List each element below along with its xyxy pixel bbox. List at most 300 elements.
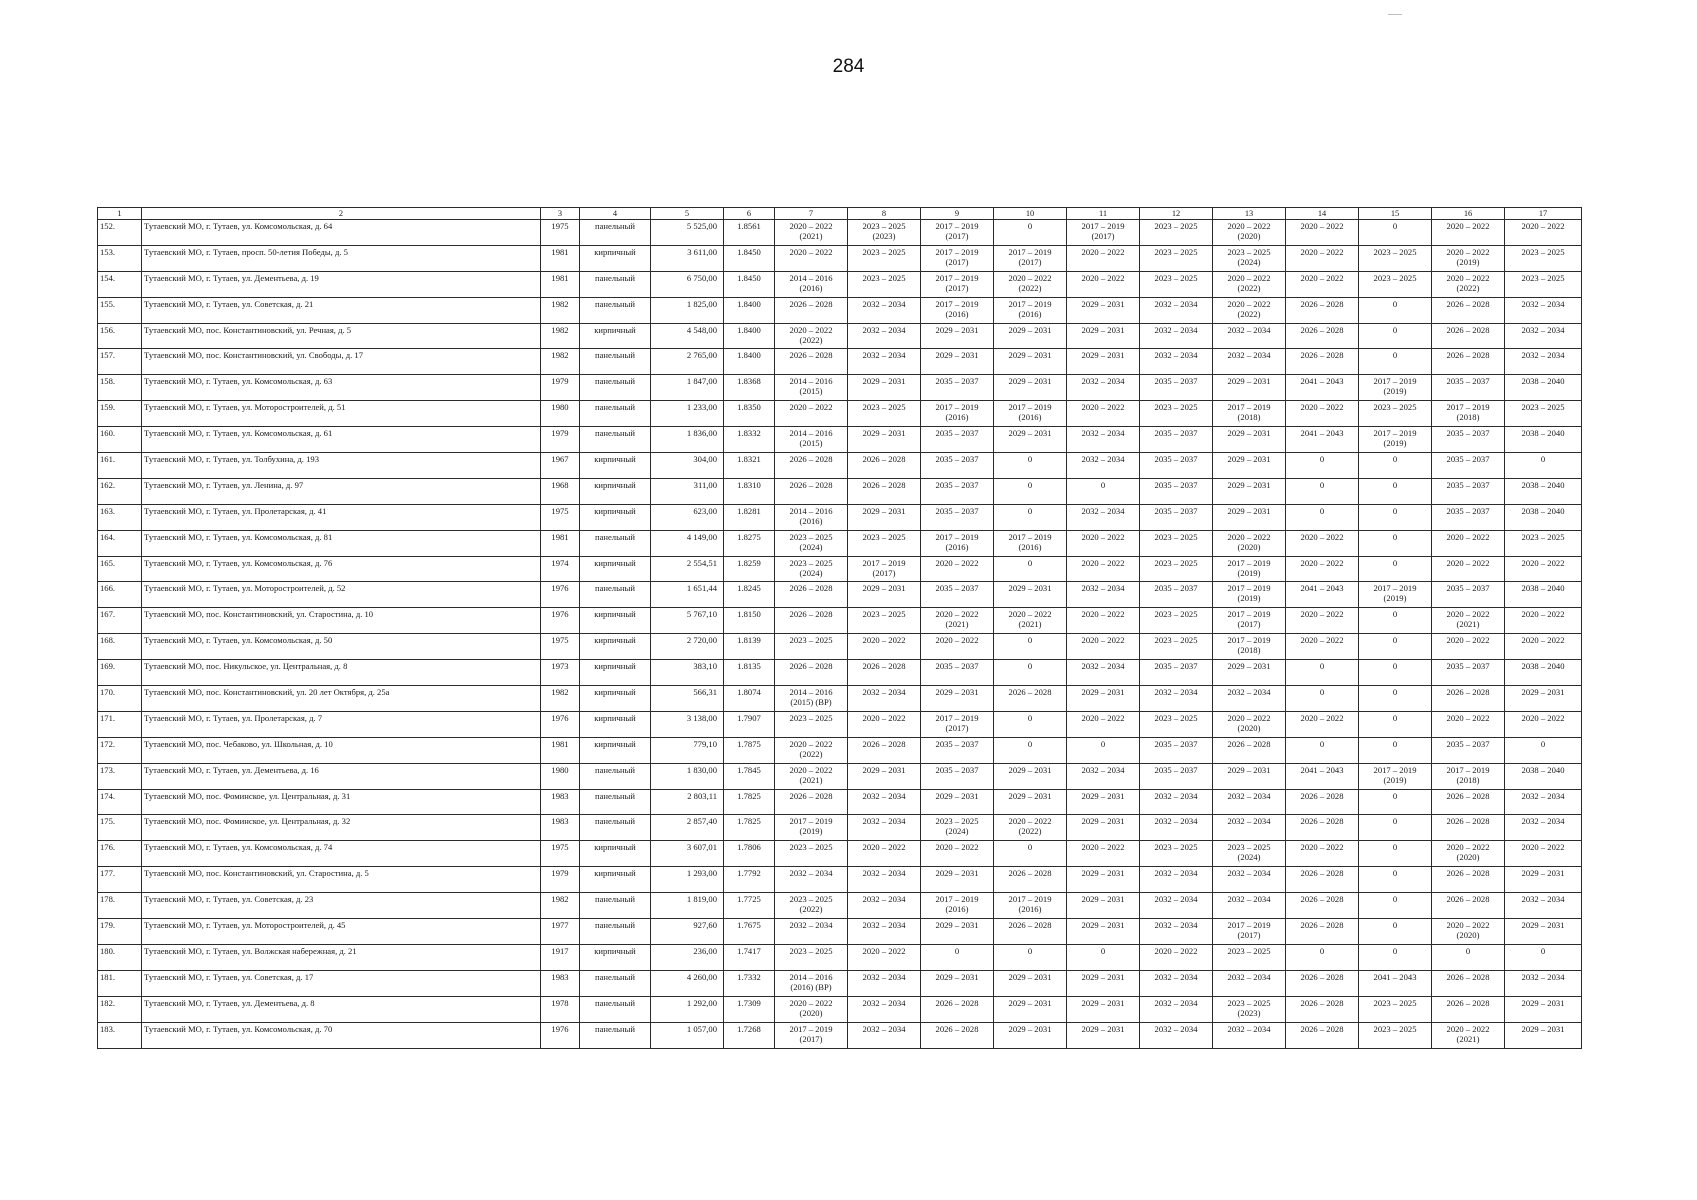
table-cell-col-6: 1.7825 [724, 789, 775, 815]
table-cell-col-3: 1975 [541, 504, 580, 530]
table-cell-col-2: Тутаевский МО, г. Тутаев, просп. 50-летия Победы, д. 5 [142, 245, 541, 271]
table-cell-col-5: 4 260,00 [651, 970, 724, 996]
table-cell-col-1: 179. [98, 919, 142, 945]
table-cell-col-10: 2017 – 2019 (2016) [994, 530, 1067, 556]
table-cell-col-12: 2023 – 2025 [1140, 711, 1213, 737]
table-cell-col-4: кирпичный [580, 660, 651, 686]
table-cell-col-4: кирпичный [580, 737, 651, 763]
table-cell-col-11: 2029 – 2031 [1067, 686, 1140, 712]
table-cell-col-17: 2038 – 2040 [1505, 478, 1582, 504]
table-cell-col-15: 0 [1359, 478, 1432, 504]
table-cell-col-7: 2014 – 2016 (2016) (ВР) [775, 970, 848, 996]
table-cell-col-16: 2020 – 2022 [1432, 530, 1505, 556]
table-cell-col-7: 2020 – 2022 (2020) [775, 996, 848, 1022]
table-cell-col-16: 2026 – 2028 [1432, 867, 1505, 893]
table-cell-col-2: Тутаевский МО, пос. Никульское, ул. Центральная, д. 8 [142, 660, 541, 686]
table-cell-col-3: 1982 [541, 297, 580, 323]
table-cell-col-1: 181. [98, 970, 142, 996]
table-cell-col-17: 2029 – 2031 [1505, 996, 1582, 1022]
table-cell-col-8: 2026 – 2028 [848, 737, 921, 763]
table-cell-col-17: 2023 – 2025 [1505, 530, 1582, 556]
table-cell-col-11: 2020 – 2022 [1067, 245, 1140, 271]
table-cell-col-1: 178. [98, 893, 142, 919]
table-cell-col-15: 0 [1359, 323, 1432, 349]
table-cell-col-9: 2017 – 2019 (2016) [921, 297, 994, 323]
table-cell-col-1: 156. [98, 323, 142, 349]
table-cell-col-17: 2038 – 2040 [1505, 375, 1582, 401]
table-cell-col-14: 2026 – 2028 [1286, 789, 1359, 815]
table-cell-col-4: панельный [580, 970, 651, 996]
table-cell-col-3: 1973 [541, 660, 580, 686]
table-cell-col-16: 2035 – 2037 [1432, 737, 1505, 763]
table-row [98, 660, 1582, 686]
table-cell-col-16: 2035 – 2037 [1432, 504, 1505, 530]
table-cell-col-14: 2041 – 2043 [1286, 582, 1359, 608]
table-cell-col-5: 6 750,00 [651, 271, 724, 297]
table-cell-col-3: 1917 [541, 944, 580, 970]
table-cell-col-2: Тутаевский МО, пос. Константиновский, ул. Свободы, д. 17 [142, 349, 541, 375]
table-cell-col-12: 2035 – 2037 [1140, 763, 1213, 789]
table-cell-col-12: 2032 – 2034 [1140, 867, 1213, 893]
table-cell-col-7: 2023 – 2025 [775, 711, 848, 737]
table-cell-col-8: 2032 – 2034 [848, 1022, 921, 1048]
table-cell-col-17: 2023 – 2025 [1505, 245, 1582, 271]
table-cell-col-13: 2017 – 2019 (2017) [1213, 919, 1286, 945]
table-cell-col-9: 2017 – 2019 (2016) [921, 530, 994, 556]
table-cell-col-10: 2026 – 2028 [994, 686, 1067, 712]
table-cell-col-1: 161. [98, 453, 142, 479]
table-cell-col-16: 2035 – 2037 [1432, 427, 1505, 453]
table-cell-col-12: 2032 – 2034 [1140, 686, 1213, 712]
table-cell-col-2: Тутаевский МО, г. Тутаев, ул. Комсомольская, д. 63 [142, 375, 541, 401]
table-cell-col-4: панельный [580, 919, 651, 945]
table-cell-col-8: 2023 – 2025 (2023) [848, 220, 921, 246]
table-cell-col-16: 2026 – 2028 [1432, 893, 1505, 919]
table-cell-col-7: 2014 – 2016 (2015) (ВР) [775, 686, 848, 712]
table-cell-col-7: 2026 – 2028 [775, 789, 848, 815]
table-cell-col-17: 2032 – 2034 [1505, 323, 1582, 349]
table-cell-col-17: 2038 – 2040 [1505, 763, 1582, 789]
table-cell-col-3: 1976 [541, 711, 580, 737]
table-cell-col-4: панельный [580, 271, 651, 297]
table-cell-col-7: 2023 – 2025 [775, 841, 848, 867]
table-cell-col-10: 2020 – 2022 (2022) [994, 271, 1067, 297]
table-cell-col-4: панельный [580, 789, 651, 815]
table-cell-col-3: 1981 [541, 271, 580, 297]
table-cell-col-11: 2020 – 2022 [1067, 271, 1140, 297]
table-cell-col-5: 2 554,51 [651, 556, 724, 582]
table-cell-col-10: 2026 – 2028 [994, 867, 1067, 893]
table-cell-col-7: 2026 – 2028 [775, 349, 848, 375]
table-cell-col-10: 0 [994, 504, 1067, 530]
table-row [98, 453, 1582, 479]
table-cell-col-6: 1.7417 [724, 944, 775, 970]
table-cell-col-17: 2032 – 2034 [1505, 970, 1582, 996]
table-cell-col-9: 2029 – 2031 [921, 349, 994, 375]
table-cell-col-3: 1981 [541, 737, 580, 763]
table-cell-col-8: 2032 – 2034 [848, 297, 921, 323]
table-cell-col-9: 2029 – 2031 [921, 323, 994, 349]
table-cell-col-13: 2020 – 2022 (2022) [1213, 297, 1286, 323]
table-cell-col-10: 0 [994, 478, 1067, 504]
table-cell-col-1: 163. [98, 504, 142, 530]
table-cell-col-9: 2035 – 2037 [921, 478, 994, 504]
table-cell-col-17: 2032 – 2034 [1505, 789, 1582, 815]
table-cell-col-12: 2032 – 2034 [1140, 919, 1213, 945]
table-cell-col-3: 1979 [541, 867, 580, 893]
table-cell-col-15: 0 [1359, 893, 1432, 919]
table-cell-col-3: 1979 [541, 427, 580, 453]
table-cell-col-2: Тутаевский МО, пос. Константиновский, ул. 20 лет Октября, д. 25а [142, 686, 541, 712]
table-row [98, 427, 1582, 453]
table-cell-col-12: 2035 – 2037 [1140, 582, 1213, 608]
table-cell-col-13: 2017 – 2019 (2018) [1213, 634, 1286, 660]
table-cell-col-13: 2032 – 2034 [1213, 970, 1286, 996]
column-header-3: 3 [541, 208, 580, 220]
table-cell-col-4: кирпичный [580, 686, 651, 712]
table-cell-col-10: 0 [994, 220, 1067, 246]
table-cell-col-2: Тутаевский МО, пос. Фоминское, ул. Центральная, д. 31 [142, 789, 541, 815]
table-cell-col-1: 168. [98, 634, 142, 660]
table-cell-col-9: 2017 – 2019 (2016) [921, 893, 994, 919]
table-cell-col-16: 2020 – 2022 [1432, 556, 1505, 582]
table-cell-col-1: 180. [98, 944, 142, 970]
table-cell-col-8: 2020 – 2022 [848, 841, 921, 867]
table-cell-col-5: 3 607,01 [651, 841, 724, 867]
table-cell-col-4: кирпичный [580, 556, 651, 582]
table-cell-col-17: 2032 – 2034 [1505, 893, 1582, 919]
table-cell-col-11: 2029 – 2031 [1067, 323, 1140, 349]
table-cell-col-15: 0 [1359, 556, 1432, 582]
table-cell-col-13: 2029 – 2031 [1213, 427, 1286, 453]
table-cell-col-12: 2023 – 2025 [1140, 634, 1213, 660]
table-cell-col-3: 1978 [541, 996, 580, 1022]
table-cell-col-4: панельный [580, 220, 651, 246]
table-cell-col-17: 2020 – 2022 [1505, 711, 1582, 737]
table-cell-col-11: 2032 – 2034 [1067, 763, 1140, 789]
table-cell-col-2: Тутаевский МО, пос. Константиновский, ул. Старостина, д. 10 [142, 608, 541, 634]
table-cell-col-1: 174. [98, 789, 142, 815]
table-cell-col-6: 1.8321 [724, 453, 775, 479]
table-cell-col-2: Тутаевский МО, г. Тутаев, ул. Советская, д. 17 [142, 970, 541, 996]
table-cell-col-1: 177. [98, 867, 142, 893]
table-cell-col-5: 2 857,40 [651, 815, 724, 841]
table-cell-col-13: 2023 – 2025 (2023) [1213, 996, 1286, 1022]
table-cell-col-9: 2017 – 2019 (2017) [921, 271, 994, 297]
table-cell-col-3: 1976 [541, 582, 580, 608]
table-cell-col-17: 2020 – 2022 [1505, 634, 1582, 660]
table-cell-col-12: 2035 – 2037 [1140, 478, 1213, 504]
table-cell-col-9: 2026 – 2028 [921, 996, 994, 1022]
table-cell-col-11: 2029 – 2031 [1067, 789, 1140, 815]
table-cell-col-1: 152. [98, 220, 142, 246]
table-cell-col-6: 1.8561 [724, 220, 775, 246]
table-cell-col-11: 2032 – 2034 [1067, 375, 1140, 401]
table-cell-col-2: Тутаевский МО, г. Тутаев, ул. Пролетарская, д. 7 [142, 711, 541, 737]
table-cell-col-5: 4 548,00 [651, 323, 724, 349]
table-cell-col-16: 2035 – 2037 [1432, 375, 1505, 401]
column-header-13: 13 [1213, 208, 1286, 220]
table-cell-col-10: 0 [994, 660, 1067, 686]
table-cell-col-11: 2029 – 2031 [1067, 297, 1140, 323]
table-row [98, 634, 1582, 660]
table-cell-col-13: 2017 – 2019 (2018) [1213, 401, 1286, 427]
table-cell-col-7: 2014 – 2016 (2015) [775, 427, 848, 453]
table-cell-col-13: 2017 – 2019 (2017) [1213, 608, 1286, 634]
table-row [98, 737, 1582, 763]
table-cell-col-8: 2023 – 2025 [848, 245, 921, 271]
table-cell-col-11: 2020 – 2022 [1067, 556, 1140, 582]
table-cell-col-13: 2020 – 2022 (2020) [1213, 711, 1286, 737]
column-header-6: 6 [724, 208, 775, 220]
table-cell-col-13: 2023 – 2025 [1213, 944, 1286, 970]
table-cell-col-15: 2023 – 2025 [1359, 1022, 1432, 1048]
table-cell-col-8: 2032 – 2034 [848, 789, 921, 815]
table-cell-col-10: 2017 – 2019 (2016) [994, 401, 1067, 427]
table-cell-col-7: 2017 – 2019 (2017) [775, 1022, 848, 1048]
table-cell-col-11: 2020 – 2022 [1067, 530, 1140, 556]
table-cell-col-4: кирпичный [580, 944, 651, 970]
table-cell-col-1: 169. [98, 660, 142, 686]
table-cell-col-13: 2029 – 2031 [1213, 504, 1286, 530]
table-cell-col-3: 1967 [541, 453, 580, 479]
table-cell-col-8: 2026 – 2028 [848, 453, 921, 479]
table-cell-col-11: 2029 – 2031 [1067, 1022, 1140, 1048]
table-cell-col-9: 2017 – 2019 (2016) [921, 401, 994, 427]
table-cell-col-1: 183. [98, 1022, 142, 1048]
table-cell-col-4: кирпичный [580, 478, 651, 504]
table-cell-col-10: 2029 – 2031 [994, 427, 1067, 453]
column-header-8: 8 [848, 208, 921, 220]
table-cell-col-6: 1.7845 [724, 763, 775, 789]
table-cell-col-1: 172. [98, 737, 142, 763]
table-cell-col-16: 0 [1432, 944, 1505, 970]
table-cell-col-4: кирпичный [580, 841, 651, 867]
table-row [98, 686, 1582, 712]
table-row [98, 944, 1582, 970]
table-cell-col-9: 2020 – 2022 [921, 556, 994, 582]
column-header-17: 17 [1505, 208, 1582, 220]
table-cell-col-9: 2035 – 2037 [921, 660, 994, 686]
table-cell-col-16: 2020 – 2022 (2019) [1432, 245, 1505, 271]
table-cell-col-9: 2029 – 2031 [921, 789, 994, 815]
table-cell-col-3: 1983 [541, 815, 580, 841]
table-cell-col-8: 2026 – 2028 [848, 660, 921, 686]
table-cell-col-1: 166. [98, 582, 142, 608]
table-cell-col-6: 1.8259 [724, 556, 775, 582]
table-cell-col-4: кирпичный [580, 245, 651, 271]
table-cell-col-17: 2020 – 2022 [1505, 220, 1582, 246]
table-cell-col-4: панельный [580, 401, 651, 427]
column-header-9: 9 [921, 208, 994, 220]
table-cell-col-6: 1.7806 [724, 841, 775, 867]
table-cell-col-6: 1.8368 [724, 375, 775, 401]
table-cell-col-9: 2017 – 2019 (2017) [921, 245, 994, 271]
table-cell-col-14: 2026 – 2028 [1286, 349, 1359, 375]
table-cell-col-15: 0 [1359, 349, 1432, 375]
table-cell-col-13: 2032 – 2034 [1213, 815, 1286, 841]
table-cell-col-13: 2020 – 2022 (2022) [1213, 271, 1286, 297]
table-row [98, 970, 1582, 996]
table-cell-col-8: 2029 – 2031 [848, 582, 921, 608]
table-cell-col-16: 2020 – 2022 (2022) [1432, 271, 1505, 297]
table-cell-col-10: 0 [994, 711, 1067, 737]
table-cell-col-1: 167. [98, 608, 142, 634]
table-cell-col-13: 2020 – 2022 (2020) [1213, 530, 1286, 556]
table-cell-col-17: 2038 – 2040 [1505, 504, 1582, 530]
table-cell-col-12: 2032 – 2034 [1140, 323, 1213, 349]
table-cell-col-5: 1 233,00 [651, 401, 724, 427]
table-cell-col-13: 2032 – 2034 [1213, 323, 1286, 349]
table-cell-col-2: Тутаевский МО, г. Тутаев, ул. Советская, д. 23 [142, 893, 541, 919]
table-cell-col-14: 2041 – 2043 [1286, 375, 1359, 401]
table-cell-col-16: 2035 – 2037 [1432, 660, 1505, 686]
table-row [98, 478, 1582, 504]
table-cell-col-13: 2026 – 2028 [1213, 737, 1286, 763]
table-cell-col-12: 2032 – 2034 [1140, 349, 1213, 375]
table-cell-col-5: 2 803,11 [651, 789, 724, 815]
table-cell-col-7: 2020 – 2022 [775, 245, 848, 271]
table-cell-col-15: 0 [1359, 867, 1432, 893]
table-cell-col-2: Тутаевский МО, г. Тутаев, ул. Дементьева, д. 16 [142, 763, 541, 789]
column-header-11: 11 [1067, 208, 1140, 220]
table-cell-col-4: панельный [580, 1022, 651, 1048]
table-row [98, 919, 1582, 945]
table-cell-col-1: 153. [98, 245, 142, 271]
table-cell-col-11: 2020 – 2022 [1067, 401, 1140, 427]
table-cell-col-11: 2032 – 2034 [1067, 582, 1140, 608]
table-cell-col-9: 2035 – 2037 [921, 375, 994, 401]
table-cell-col-9: 2035 – 2037 [921, 737, 994, 763]
table-cell-col-8: 2032 – 2034 [848, 919, 921, 945]
table-cell-col-2: Тутаевский МО, г. Тутаев, ул. Комсомольская, д. 61 [142, 427, 541, 453]
table-cell-col-15: 0 [1359, 737, 1432, 763]
table-cell-col-2: Тутаевский МО, г. Тутаев, ул. Пролетарская, д. 41 [142, 504, 541, 530]
table-cell-col-5: 383,10 [651, 660, 724, 686]
column-header-4: 4 [580, 208, 651, 220]
column-header-1: 1 [98, 208, 142, 220]
table-cell-col-8: 2032 – 2034 [848, 893, 921, 919]
table-cell-col-8: 2029 – 2031 [848, 375, 921, 401]
table-cell-col-9: 2035 – 2037 [921, 504, 994, 530]
table-cell-col-5: 779,10 [651, 737, 724, 763]
table-cell-col-15: 0 [1359, 220, 1432, 246]
column-header-16: 16 [1432, 208, 1505, 220]
table-row [98, 789, 1582, 815]
table-cell-col-13: 2029 – 2031 [1213, 763, 1286, 789]
table-row [98, 297, 1582, 323]
table-cell-col-5: 1 830,00 [651, 763, 724, 789]
table-cell-col-5: 927,60 [651, 919, 724, 945]
table-cell-col-14: 2026 – 2028 [1286, 893, 1359, 919]
table-cell-col-5: 1 836,00 [651, 427, 724, 453]
table-cell-col-2: Тутаевский МО, пос. Чебаково, ул. Школьная, д. 10 [142, 737, 541, 763]
table-cell-col-6: 1.8350 [724, 401, 775, 427]
table-cell-col-4: кирпичный [580, 608, 651, 634]
table-cell-col-7: 2023 – 2025 (2022) [775, 893, 848, 919]
table-cell-col-5: 5 767,10 [651, 608, 724, 634]
table-cell-col-12: 2023 – 2025 [1140, 220, 1213, 246]
table-cell-col-3: 1975 [541, 220, 580, 246]
table-cell-col-15: 2017 – 2019 (2019) [1359, 582, 1432, 608]
table-row [98, 349, 1582, 375]
table-cell-col-7: 2014 – 2016 (2016) [775, 271, 848, 297]
table-cell-col-6: 1.7825 [724, 815, 775, 841]
table-cell-col-3: 1976 [541, 608, 580, 634]
table-cell-col-12: 2032 – 2034 [1140, 1022, 1213, 1048]
table-cell-col-16: 2020 – 2022 [1432, 634, 1505, 660]
table-row [98, 504, 1582, 530]
table-cell-col-7: 2023 – 2025 [775, 944, 848, 970]
table-cell-col-7: 2032 – 2034 [775, 867, 848, 893]
table-cell-col-5: 1 651,44 [651, 582, 724, 608]
table-cell-col-3: 1974 [541, 556, 580, 582]
table-cell-col-11: 2017 – 2019 (2017) [1067, 220, 1140, 246]
table-cell-col-2: Тутаевский МО, г. Тутаев, ул. Дементьева, д. 19 [142, 271, 541, 297]
table-cell-col-14: 2026 – 2028 [1286, 996, 1359, 1022]
table-cell-col-8: 2032 – 2034 [848, 867, 921, 893]
table-cell-col-14: 2020 – 2022 [1286, 608, 1359, 634]
table-cell-col-6: 1.8074 [724, 686, 775, 712]
table-cell-col-12: 2023 – 2025 [1140, 401, 1213, 427]
table-cell-col-9: 2017 – 2019 (2017) [921, 220, 994, 246]
table-cell-col-16: 2017 – 2019 (2018) [1432, 401, 1505, 427]
table-cell-col-12: 2032 – 2034 [1140, 297, 1213, 323]
table-cell-col-13: 2032 – 2034 [1213, 893, 1286, 919]
table-cell-col-14: 2026 – 2028 [1286, 1022, 1359, 1048]
table-cell-col-6: 1.7792 [724, 867, 775, 893]
table-cell-col-15: 0 [1359, 919, 1432, 945]
table-cell-col-5: 1 847,00 [651, 375, 724, 401]
table-cell-col-9: 2035 – 2037 [921, 453, 994, 479]
table-cell-col-3: 1981 [541, 245, 580, 271]
table-cell-col-3: 1983 [541, 970, 580, 996]
table-cell-col-10: 2029 – 2031 [994, 763, 1067, 789]
table-cell-col-9: 2035 – 2037 [921, 763, 994, 789]
table-cell-col-14: 2020 – 2022 [1286, 530, 1359, 556]
table-cell-col-10: 2020 – 2022 (2022) [994, 815, 1067, 841]
table-cell-col-16: 2020 – 2022 (2021) [1432, 1022, 1505, 1048]
table-cell-col-8: 2020 – 2022 [848, 634, 921, 660]
table-cell-col-12: 2023 – 2025 [1140, 530, 1213, 556]
table-cell-col-8: 2032 – 2034 [848, 686, 921, 712]
table-cell-col-11: 0 [1067, 478, 1140, 504]
table-cell-col-11: 2020 – 2022 [1067, 634, 1140, 660]
table-cell-col-15: 0 [1359, 634, 1432, 660]
table-cell-col-4: панельный [580, 297, 651, 323]
table-cell-col-4: кирпичный [580, 504, 651, 530]
table-cell-col-2: Тутаевский МО, пос. Фоминское, ул. Центральная, д. 32 [142, 815, 541, 841]
table-cell-col-8: 2023 – 2025 [848, 401, 921, 427]
table-cell-col-2: Тутаевский МО, г. Тутаев, ул. Моторостроителей, д. 52 [142, 582, 541, 608]
table-cell-col-5: 1 292,00 [651, 996, 724, 1022]
table-cell-col-3: 1982 [541, 349, 580, 375]
scan-artifact [1388, 14, 1402, 15]
table-cell-col-7: 2020 – 2022 (2021) [775, 220, 848, 246]
table-cell-col-9: 2035 – 2037 [921, 427, 994, 453]
table-cell-col-6: 1.7675 [724, 919, 775, 945]
table-cell-col-15: 2017 – 2019 (2019) [1359, 375, 1432, 401]
table-cell-col-13: 2029 – 2031 [1213, 375, 1286, 401]
table-cell-col-15: 2017 – 2019 (2019) [1359, 763, 1432, 789]
table-cell-col-6: 1.8245 [724, 582, 775, 608]
table-cell-col-7: 2026 – 2028 [775, 608, 848, 634]
table-cell-col-7: 2026 – 2028 [775, 478, 848, 504]
column-header-15: 15 [1359, 208, 1432, 220]
table-cell-col-9: 2017 – 2019 (2017) [921, 711, 994, 737]
table-cell-col-4: панельный [580, 375, 651, 401]
table-cell-col-14: 2020 – 2022 [1286, 634, 1359, 660]
